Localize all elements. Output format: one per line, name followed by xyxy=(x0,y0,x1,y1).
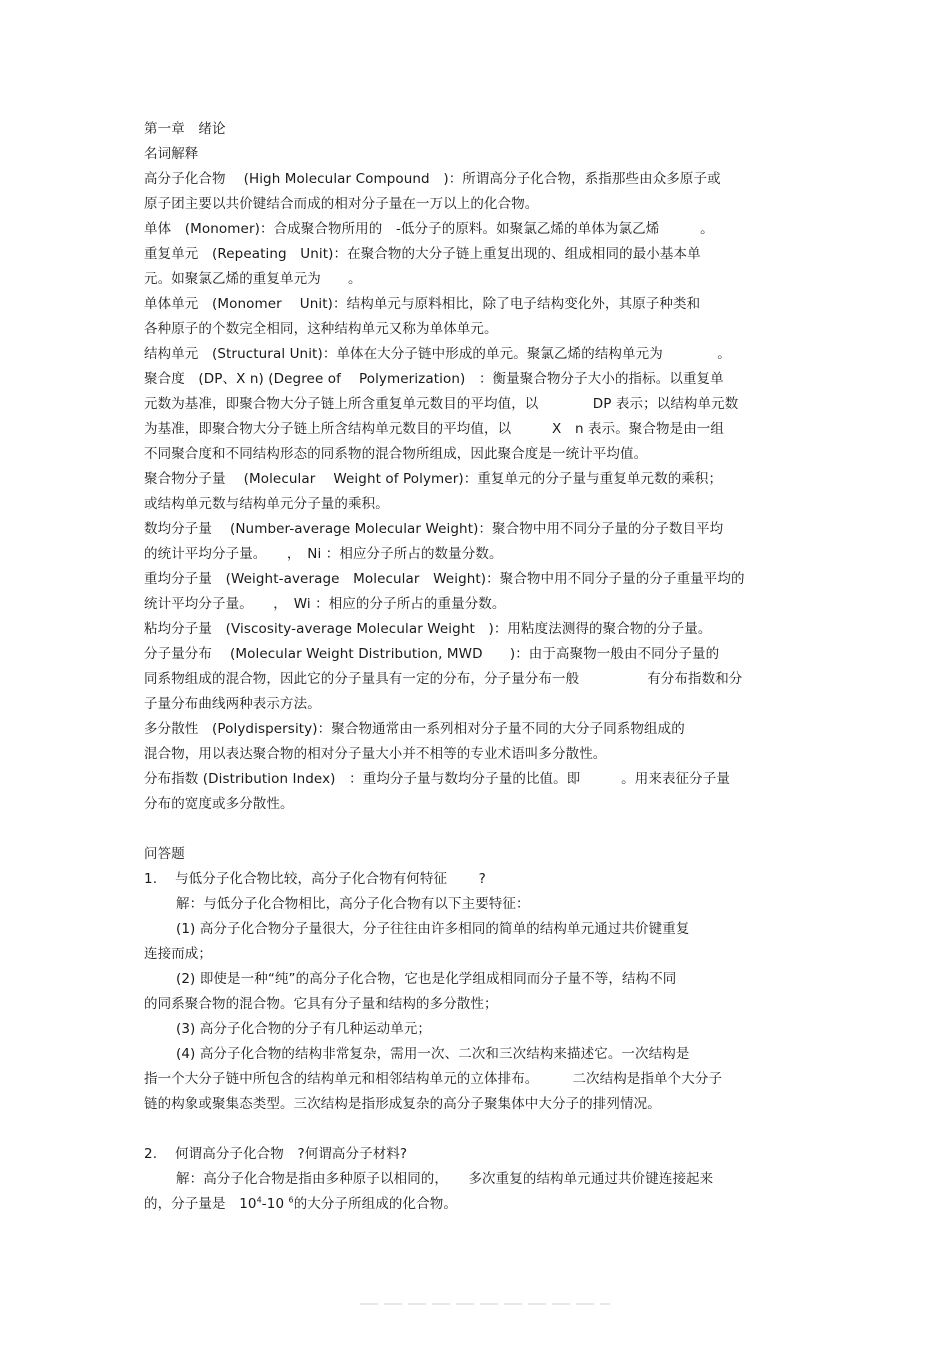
answer-line: 指一个大分子链中所包含的结构单元和相邻结构单元的立体排布。 二次结构是指单个大分子 xyxy=(144,1071,723,1087)
term-line: 子量分布曲线两种表示方法。 xyxy=(144,696,321,712)
term-line: 统计平均分子量。 ， Wi ：相应的分子所占的重量分数。 xyxy=(144,596,506,612)
section-heading-qa: 问答题 xyxy=(144,846,185,862)
term-line: 分布指数 (Distribution Index) ：重均分子量与数均分子量的比值。即 。用来表征分子量 xyxy=(144,771,730,787)
term-line: 重复单元 (Repeating Unit)：在聚合物的大分子链上重复出现的、组成相同的最小基本单 xyxy=(144,246,701,262)
term-line: 聚合度 (DP、X n) (Degree of Polymerization) ：衡量聚合物分子大小的指标。以重复单 xyxy=(144,371,724,387)
term-line: 单体单元 (Monomer Unit)：结构单元与原料相比，除了电子结构变化外，其原子种类和 xyxy=(144,296,701,312)
answer-text: -10 xyxy=(261,1196,289,1212)
answer-line: (1) 高分子化合物分子量很大，分子往往由许多相同的简单的结构单元通过共价键重复 xyxy=(176,921,690,937)
answer-line: (3) 高分子化合物的分子有几种运动单元； xyxy=(176,1021,432,1037)
question-1: 1. 与低分子化合物比较，高分子化合物有何特征 ? xyxy=(144,871,486,887)
term-line: 粘均分子量 (Viscosity-average Molecular Weight )：用粘度法测得的聚合物的分子量。 xyxy=(144,621,712,637)
term-line: 多分散性 (Polydispersity)：聚合物通常由一系列相对分子量不同的大分子同系物组成的 xyxy=(144,721,685,737)
term-line: 各种原子的个数完全相同，这种结构单元又称为单体单元。 xyxy=(144,321,498,337)
term-line: 同系物组成的混合物，因此它的分子量具有一定的分布，分子量分布一般 有分布指数和分 xyxy=(144,671,743,687)
answer-text: 的，分子量是 10 xyxy=(144,1196,257,1212)
answer-line: (4) 高分子化合物的结构非常复杂，需用一次、二次和三次结构来描述它。一次结构是 xyxy=(176,1046,690,1062)
term-line: 元。如聚氯乙烯的重复单元为 。 xyxy=(144,271,362,287)
answer-text: 的大分子所组成的化合物。 xyxy=(293,1196,457,1212)
exponent: 4 xyxy=(256,1195,262,1205)
term-line: 分布的宽度或多分散性。 xyxy=(144,796,294,812)
term-line: 为基准，即聚合物大分子链上所含结构单元数目的平均值，以 X n 表示。聚合物是由一组 xyxy=(144,421,724,437)
term-line: 元数为基准，即聚合物大分子链上所含重复单元数目的平均值，以 DP 表示；以结构单元数 xyxy=(144,396,739,412)
term-line: 单体 (Monomer)：合成聚合物所用的 -低分子的原料。如聚氯乙烯的单体为氯乙烯 。 xyxy=(144,221,714,237)
answer-line: 链的构象或聚集态类型。三次结构是指形成复杂的高分子聚集体中大分子的排列情况。 xyxy=(144,1096,661,1112)
answer-line-with-exponents xyxy=(144,1195,457,1213)
term-line: 重均分子量 (Weight-average Molecular Weight)：聚合物中用不同分子量的分子重量平均的 xyxy=(144,571,745,587)
answer-line: 的同系聚合物的混合物。它具有分子量和结构的多分散性； xyxy=(144,996,498,1012)
term-line: 数均分子量 (Number-average Molecular Weight)：聚合物中用不同分子量的分子数目平均 xyxy=(144,521,724,537)
term-line: 或结构单元数与结构单元分子量的乘积。 xyxy=(144,496,389,512)
answer-line: (2) 即使是一种“纯”的高分子化合物，它也是化学组成相同而分子量不等，结构不同 xyxy=(176,971,677,987)
term-line: 的统计平均分子量。 ， Ni ：相应分子所占的数量分数。 xyxy=(144,546,503,562)
term-line: 分子量分布 (Molecular Weight Distribution, MWD )：由于高聚物一般由不同分子量的 xyxy=(144,646,720,662)
answer-line: 连接而成； xyxy=(144,946,212,962)
section-heading-terms: 名词解释 xyxy=(144,146,199,162)
chapter-title: 第一章 绪论 xyxy=(144,121,226,137)
term-line: 原子团主要以共价键结合而成的相对分子量在一万以上的化合物。 xyxy=(144,196,539,212)
term-line: 不同聚合度和不同结构形态的同系物的混合物所组成，因此聚合度是一统计平均值。 xyxy=(144,446,648,462)
term-line: 结构单元 (Structural Unit)：单体在大分子链中形成的单元。聚氯乙烯的结构单元为 。 xyxy=(144,346,731,362)
question-2: 2. 何谓高分子化合物 ?何谓高分子材料? xyxy=(144,1146,408,1162)
answer-line: 解：高分子化合物是指由多种原子以相同的， 多次重复的结构单元通过共价键连接起来 xyxy=(176,1171,714,1187)
term-line: 聚合物分子量 (Molecular Weight of Polymer)：重复单元的分子量与重复单元数的乘积； xyxy=(144,471,723,487)
exponent: 6 xyxy=(288,1195,294,1205)
answer-line: 解：与低分子化合物相比，高分子化合物有以下主要特征： xyxy=(176,896,530,912)
term-line: 高分子化合物 (High Molecular Compound )：所谓高分子化合物，系指那些由众多原子或 xyxy=(144,171,721,187)
term-line: 混合物，用以表达聚合物的相对分子量大小并不相等的专业术语叫多分散性。 xyxy=(144,746,607,762)
faint-footer-mark xyxy=(360,1303,610,1305)
